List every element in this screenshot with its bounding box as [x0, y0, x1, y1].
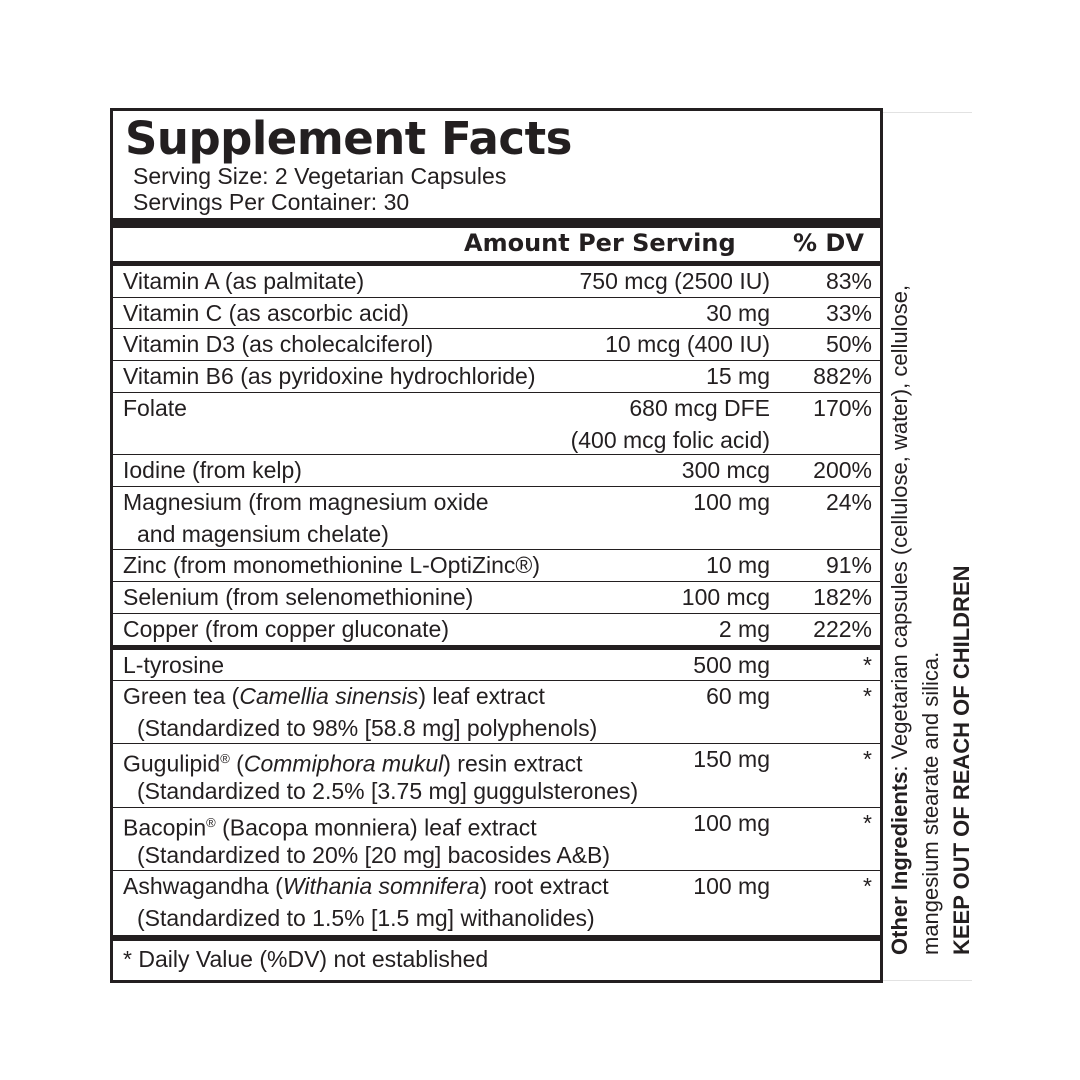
nutrient-name: Magnesium (from magnesium oxide — [123, 489, 489, 515]
ingredient-row — [113, 808, 880, 871]
ingredient-amount: 150 mg — [693, 746, 770, 772]
ingredient-dv: * — [863, 683, 872, 709]
nutrient-dv: 882% — [813, 363, 872, 389]
ingredient-row — [113, 650, 880, 681]
nutrient-amount: 2 mg — [718, 616, 770, 642]
nutrient-dv: 24% — [825, 489, 872, 515]
nutrient-dv: 50% — [825, 331, 872, 357]
serving-size: Serving Size: 2 Vegetarian Capsules — [133, 163, 507, 189]
ingredient-row — [113, 744, 880, 808]
ingredient-amount: 60 mg — [706, 683, 770, 709]
footnote: * Daily Value (%DV) not established — [123, 946, 489, 972]
ingredient-name: Green tea (Camellia sinensis) leaf extract — [123, 683, 545, 709]
nutrient-row — [113, 393, 880, 455]
nutrient-name: Vitamin A (as palmitate) — [123, 268, 365, 294]
warning-text: KEEP OUT OF REACH OF CHILDREN — [949, 565, 974, 955]
nutrient-amount: 100 mg — [693, 489, 770, 515]
nutrient-amount: 100 mcg — [681, 584, 770, 610]
other-ingredients-label: Other Ingredients — [887, 771, 912, 955]
nutrient-amount: 750 mcg (2500 IU) — [579, 268, 770, 294]
ingredient-name: Ashwagandha (Withania somnifera) root extract — [123, 873, 609, 899]
ingredient-name-line2: (Standardized to 20% [20 mg] bacosides A&B) — [137, 842, 611, 868]
ingredient-amount: 100 mg — [693, 873, 770, 899]
nutrient-dv: 200% — [813, 457, 872, 483]
ingredient-name: L-tyrosine — [123, 652, 224, 678]
nutrient-name-line2: and magensium chelate) — [137, 521, 389, 547]
nutrient-amount: 300 mcg — [681, 457, 770, 483]
side-divider — [883, 980, 972, 981]
ingredient-dv: * — [863, 810, 872, 836]
nutrient-row — [113, 455, 880, 487]
nutrient-dv: 91% — [825, 552, 872, 578]
nutrient-name: Vitamin D3 (as cholecalciferol) — [123, 331, 434, 357]
nutrient-name: Zinc (from monomethionine L-OptiZinc®) — [123, 552, 541, 578]
nutrient-dv: 33% — [825, 300, 872, 326]
nutrient-row — [113, 329, 880, 361]
ingredient-dv: * — [863, 746, 872, 772]
panel-title: Supplement Facts — [125, 112, 572, 165]
nutrient-name: Vitamin C (as ascorbic acid) — [123, 300, 409, 326]
other-ingredients-line2: mangesium stearate and silica. — [918, 651, 943, 955]
footer-rule — [110, 935, 883, 941]
ingredient-amount: 500 mg — [693, 652, 770, 678]
nutrient-row — [113, 266, 880, 298]
nutrient-dv: 170% — [813, 395, 872, 421]
nutrient-row — [113, 550, 880, 582]
nutrient-name: Folate — [123, 395, 187, 421]
nutrient-amount: 15 mg — [706, 363, 770, 389]
nutrient-name: Copper (from copper gluconate) — [123, 616, 449, 642]
ingredient-name-line2: (Standardized to 1.5% [1.5 mg] withanolides) — [137, 905, 595, 931]
ingredient-name: Bacopin® (Bacopa monniera) leaf extract — [123, 814, 537, 841]
nutrient-amount: 680 mcg DFE — [629, 395, 770, 421]
nutrient-amount: 30 mg — [706, 300, 770, 326]
ingredient-name-line2: (Standardized to 98% [58.8 mg] polyphenols) — [137, 715, 598, 741]
nutrient-dv: 83% — [825, 268, 872, 294]
ingredient-dv: * — [863, 873, 872, 899]
other-ingredients-line1 — [884, 112, 915, 955]
servings-per-container: Servings Per Container: 30 — [133, 189, 410, 215]
ingredient-name-line2: (Standardized to 2.5% [3.75 mg] guggulsterones) — [137, 778, 639, 804]
nutrient-amount-line2: (400 mcg folic acid) — [570, 427, 770, 453]
side-label — [884, 112, 977, 955]
nutrient-row — [113, 361, 880, 393]
nutrient-row — [113, 614, 880, 645]
ingredient-amount: 100 mg — [693, 810, 770, 836]
ingredient-dv: * — [863, 652, 872, 678]
nutrient-dv: 222% — [813, 616, 872, 642]
ingredient-name: Gugulipid® (Commiphora mukul) resin extract — [123, 750, 583, 777]
nutrient-name: Selenium (from selenomethionine) — [123, 584, 474, 610]
nutrient-row — [113, 487, 880, 550]
nutrient-amount: 10 mg — [706, 552, 770, 578]
nutrient-name: Vitamin B6 (as pyridoxine hydrochloride) — [123, 363, 536, 389]
nutrient-amount: 10 mcg (400 IU) — [605, 331, 770, 357]
other-ingredients-text: : Vegetarian capsules (cellulose, water), cellulose, — [887, 284, 912, 772]
ingredient-row — [113, 681, 880, 744]
amount-per-serving-header: Amount Per Serving — [464, 229, 736, 257]
nutrient-row — [113, 298, 880, 329]
nutrient-row — [113, 582, 880, 614]
nutrient-dv: 182% — [813, 584, 872, 610]
ingredient-row — [113, 871, 880, 935]
nutrient-name: Iodine (from kelp) — [123, 457, 302, 483]
dv-header: % DV — [793, 229, 864, 257]
thick-rule-top — [110, 218, 883, 228]
